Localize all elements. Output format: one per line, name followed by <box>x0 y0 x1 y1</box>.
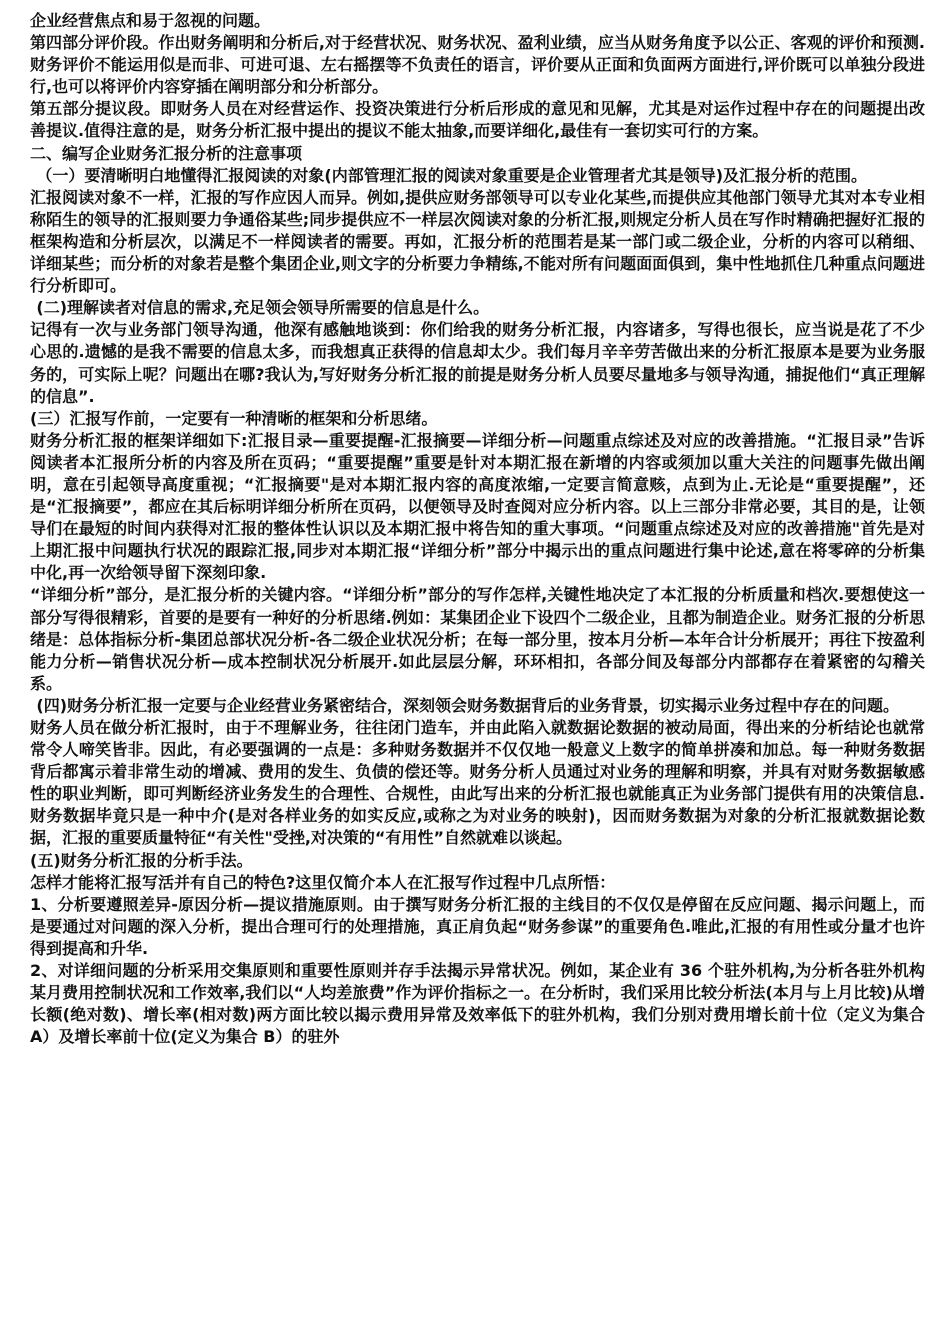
paragraph-reader-needs: 记得有一次与业务部门领导沟通，他深有感触地谈到：你们给我的财务分析汇报，内容诸多，写得也很长，应当说是花了不少心思的.遗憾的是我不需要的信息太多，而我想真正获得的信息却太少。我们每月辛辛劳苦做出来的分析汇报原本是要为业务服务的，可实际上呢？问题出在哪?我认为,写好财务分析汇报的前提是财务分析人员要尽量地多与领导沟通，捕捉他们“真正理解的信息”. <box>30 320 925 406</box>
paragraph-method-2: 2、对详细问题的分析采用交集原则和重要性原则并存手法揭示异常状况。例如，某企业有 36 个驻外机构,为分析各驻外机构某月费用控制状况和工作效率,我们以“人均差旅费”作为评价指标之一。在分析时，我们采用比较分析法(本月与上月比较)从增长额(绝对数)、增长率(相对数)两方面比较以揭示费用异常及效率低下的驻外机构，我们分别对费用增长前十位（定义为集合 A）及增长率前十位(定义为集合 B）的驻外 <box>30 961 925 1047</box>
subheading-business-link: (四)财务分析汇报一定要与企业经营业务紧密结合，深刻领会财务数据背后的业务背景，切实揭示业务过程中存在的问题。 <box>36 695 900 715</box>
paragraph-reader-object: 汇报阅读对象不一样，汇报的写作应因人而异。例如,提供应财务部领导可以专业化某些,而提供应其他部门领导尤其对本专业相称陌生的领导的汇报则要力争通俗某些;同步提供应不一样层次阅读对象的分析汇报,则规定分析人员在写作时精确把握好汇报的框架构造和分析层次，以满足不一样阅读者的需要。再如，汇报分析的范围若是某一部门或二级企业，分析的内容可以稍细、详细某些；而分析的对象若是整个集团企业,则文字的分析要力争精练,不能对所有问题面面俱到，集中性地抓住几种重点问题进行分析即可。 <box>30 187 925 296</box>
subheading-reader-object: （一）要清晰明白地懂得汇报阅读的对象(内部管理汇报的阅读对象重要是企业管理者尤其是领导)及汇报分析的范围。 <box>36 165 868 185</box>
subheading-analysis-methods: (五)财务分析汇报的分析手法。 <box>30 850 253 870</box>
section-heading-notes: 二、编写企业财务汇报分析的注意事项 <box>30 143 303 163</box>
paragraph-methods-intro: 怎样才能将汇报写活并有自己的特色?这里仅简介本人在汇报写作过程中几点所悟： <box>30 872 616 892</box>
paragraph-method-1: 1、分析要遵照差异-原因分析—提议措施原则。由于撰写财务分析汇报的主线目的不仅仅是停留在反应问题、揭示问题上，而是要通过对问题的深入分析，提出合理可行的处理措施，真正肩负起“财务参谋”的重要角色.唯此,汇报的有用性或分量才也许得到提高和升华. <box>30 894 925 958</box>
document-page <box>30 10 925 1048</box>
paragraph-evaluation-tail: 企业经营焦点和易于忽视的问题。 <box>30 11 271 30</box>
subheading-framework: (三）汇报写作前，一定要有一种清晰的框架和分析思绪。 <box>30 408 438 428</box>
paragraph-framework: 财务分析汇报的框架详细如下:汇报目录—重要提醒-汇报摘要—详细分析—问题重点综述及对应的改善措施。“汇报目录”告诉阅读者本汇报所分析的内容及所在页码；“重要提醒”重要是针对本期汇报在新增的内容或须加以重大关注的问题事先做出阐明，意在引起领导高度重视；“汇报摘要"是对本期汇报内容的高度浓缩,一定要言简意赅，点到为止.无论是“重要提醒”，还是“汇报摘要”，都应在其后标明详细分析所在页码，以便领导及时查阅对应分析内容。以上三部分非常必要，其目的是，让领导们在最短的时间内获得对汇报的整体性认识以及本期汇报中将告知的重大事项。“问题重点综述及对应的改善措施"首先是对上期汇报中问题执行状况的跟踪汇报,同步对本期汇报“详细分析”部分中揭示出的重点问题进行集中论述,意在将零碎的分析集中化,再一次给领导留下深刻印象. <box>30 430 925 583</box>
paragraph-detailed-analysis: “详细分析”部分，是汇报分析的关键内容。“详细分析”部分的写作怎样,关键性地决定了本汇报的分析质量和档次.要想使这一部分写得很精彩，首要的是要有一种好的分析思绪.例如：某集团企业下设四个二级企业，且都为制造企业。财务汇报的分析思绪是：总体指标分析-集团总部状况分析-各二级企业状况分析；在每一部分里，按本月分析—本年合计分析展开；再往下按盈利能力分析—销售状况分析—成本控制状况分析展开.如此层层分解，环环相扣，各部分间及每部分内部都存在着紧密的勾稽关系。 <box>30 585 925 693</box>
paragraph-part-five-suggestion: 第五部分提议段。即财务人员在对经营运作、投资决策进行分析后形成的意见和见解，尤其是对运作过程中存在的问题提出改善提议.值得注意的是，财务分析汇报中提出的提议不能太抽象,而要详细化,最佳有一套切实可行的方案。 <box>30 99 925 141</box>
paragraph-part-four-evaluation: 第四部分评价段。作出财务阐明和分析后,对于经营状况、财务状况、盈利业绩，应当从财务角度予以公正、客观的评价和预测.财务评价不能运用似是而非、可进可退、左右摇摆等不负责任的语言，评价要从正面和负面两方面进行,评价既可以单独分段进行,也可以将评价内容穿插在阐明部分和分析部分。 <box>30 33 925 97</box>
paragraph-business-link: 财务人员在做分析汇报时，由于不理解业务，往往闭门造车，并由此陷入就数据论数据的被动局面，得出来的分析结论也就常常令人啼笑皆非。因此，有必要强调的一点是：多种财务数据并不仅仅地一般意义上数字的简单拼凑和加总。每一种财务数据背后都寓示着非常生动的增减、费用的发生、负债的偿还等。财务分析人员通过对业务的理解和明察，并具有对财务数据敏感性的职业判断，即可判断经济业务发生的合理性、合规性，由此写出来的分析汇报也就能真正为业务部门提供有用的决策信息.财务数据毕竟只是一种中介(是对各样业务的如实反应,或称之为对业务的映射)，因而财务数据为对象的分析汇报就数据论数据，汇报的重要质量特征“有关性"受挫,对决策的“有用性”自然就难以谈起。 <box>30 718 925 848</box>
subheading-reader-needs: (二)理解读者对信息的需求,充足领会领导所需要的信息是什么。 <box>36 298 490 318</box>
